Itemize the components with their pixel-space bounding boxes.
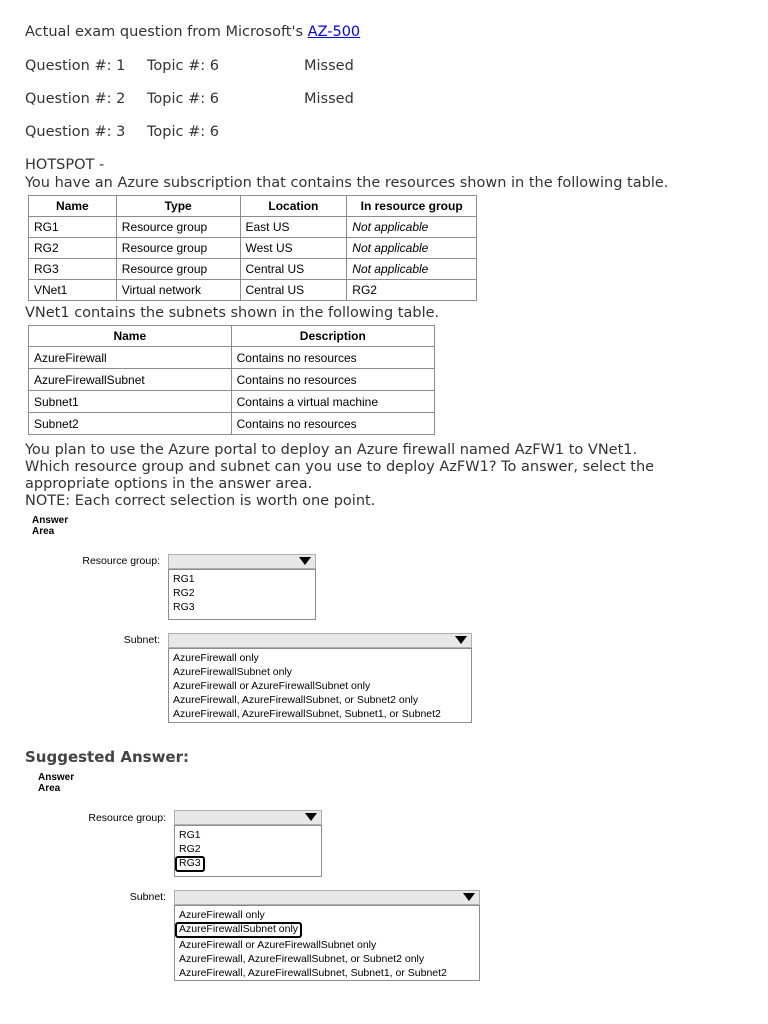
option-item[interactable]: AzureFirewall only bbox=[179, 909, 265, 921]
question-row[interactable] bbox=[25, 58, 425, 78]
table-cell: Resource group bbox=[116, 217, 240, 238]
answer-area-title: Answer Area bbox=[38, 772, 75, 794]
resource-group-dropdown[interactable] bbox=[174, 810, 322, 825]
suggested-answer-heading: Suggested Answer: bbox=[25, 748, 190, 766]
resource-group-options bbox=[174, 825, 322, 877]
chevron-down-icon bbox=[299, 557, 311, 565]
subnet-dropdown[interactable] bbox=[174, 890, 480, 905]
option-item[interactable]: RG1 bbox=[179, 829, 201, 841]
topic-number: Topic #: 6 bbox=[147, 58, 219, 74]
table-cell: RG1 bbox=[29, 217, 117, 238]
table-cell: VNet1 bbox=[29, 280, 117, 301]
option-item[interactable]: AzureFirewall, AzureFirewallSubnet, Subnet1, or Subnet2 bbox=[173, 708, 441, 720]
option-item[interactable]: AzureFirewall, AzureFirewallSubnet, or Subnet2 only bbox=[173, 694, 419, 706]
table-cell: Contains no resources bbox=[231, 347, 434, 369]
plan-line-2: Which resource group and subnet can you use to deploy AzFW1? To answer, select the bbox=[25, 459, 655, 475]
option-item[interactable]: AzureFirewall or AzureFirewallSubnet only bbox=[173, 680, 371, 692]
exam-intro bbox=[25, 24, 360, 40]
question-status: Missed bbox=[304, 91, 354, 107]
option-item[interactable]: AzureFirewallSubnet only bbox=[173, 666, 293, 678]
column-header: Name bbox=[29, 326, 232, 347]
table-cell: Resource group bbox=[116, 259, 240, 280]
table-header-row bbox=[29, 196, 477, 217]
table-row bbox=[29, 413, 435, 435]
table-cell: RG2 bbox=[347, 280, 477, 301]
column-header: Location bbox=[240, 196, 347, 217]
table-cell: Virtual network bbox=[116, 280, 240, 301]
subnet-options bbox=[174, 905, 480, 981]
table-cell: RG2 bbox=[29, 238, 117, 259]
question-number: Question #: 1 bbox=[25, 58, 126, 74]
option-item[interactable]: AzureFirewall or AzureFirewallSubnet only bbox=[179, 939, 377, 951]
resource-group-label: Resource group: bbox=[82, 555, 160, 567]
table-cell: AzureFirewall bbox=[29, 347, 232, 369]
selected-option[interactable]: RG3 bbox=[175, 856, 205, 872]
option-item[interactable]: RG1 bbox=[173, 573, 195, 585]
selected-option[interactable]: AzureFirewallSubnet only bbox=[175, 922, 302, 938]
column-header: Type bbox=[116, 196, 240, 217]
table-cell: Resource group bbox=[116, 238, 240, 259]
note-text: NOTE: Each correct selection is worth one point. bbox=[25, 493, 376, 509]
chevron-down-icon bbox=[305, 813, 317, 821]
option-item[interactable]: AzureFirewall, AzureFirewallSubnet, or Subnet2 only bbox=[179, 953, 425, 965]
table-cell: East US bbox=[240, 217, 347, 238]
topic-number: Topic #: 6 bbox=[147, 124, 219, 140]
resources-table bbox=[28, 195, 477, 301]
table-cell: Not applicable bbox=[347, 238, 477, 259]
topic-number: Topic #: 6 bbox=[147, 91, 219, 107]
table-cell: Central US bbox=[240, 280, 347, 301]
table-cell: Contains no resources bbox=[231, 413, 434, 435]
table-cell: West US bbox=[240, 238, 347, 259]
table-row bbox=[29, 369, 435, 391]
table-row bbox=[29, 280, 477, 301]
option-item[interactable]: RG2 bbox=[173, 587, 195, 599]
table-row bbox=[29, 391, 435, 413]
subnets-table bbox=[28, 325, 435, 435]
column-header: Description bbox=[231, 326, 434, 347]
question-status: Missed bbox=[304, 58, 354, 74]
subnet-label: Subnet: bbox=[123, 634, 160, 646]
column-header: In resource group bbox=[347, 196, 477, 217]
exam-link[interactable]: AZ-500 bbox=[307, 24, 361, 40]
question-row[interactable] bbox=[25, 91, 425, 111]
question-row[interactable] bbox=[25, 124, 425, 144]
table-row bbox=[29, 217, 477, 238]
table-row bbox=[29, 259, 477, 280]
subnet-options bbox=[168, 648, 472, 723]
table-cell: Contains a virtual machine bbox=[231, 391, 434, 413]
subnet-label: Subnet: bbox=[129, 891, 166, 903]
table-cell: Contains no resources bbox=[231, 369, 434, 391]
table-cell: Not applicable bbox=[347, 217, 477, 238]
subnet-dropdown[interactable] bbox=[168, 633, 472, 648]
option-item[interactable]: RG2 bbox=[179, 843, 201, 855]
plan-line-1: You plan to use the Azure portal to deploy an Azure firewall named AzFW1 to VNet1. bbox=[25, 442, 638, 458]
resource-group-dropdown[interactable] bbox=[168, 554, 316, 569]
table-cell: Not applicable bbox=[347, 259, 477, 280]
intro-text: Actual exam question from Microsoft's bbox=[25, 24, 304, 40]
table-cell: AzureFirewallSubnet bbox=[29, 369, 232, 391]
chevron-down-icon bbox=[463, 893, 475, 901]
option-item[interactable]: RG3 bbox=[173, 601, 195, 613]
table-cell: Subnet2 bbox=[29, 413, 232, 435]
question-number: Question #: 3 bbox=[25, 124, 126, 140]
hotspot-label: HOTSPOT - bbox=[25, 157, 105, 173]
table-header-row bbox=[29, 326, 435, 347]
answer-area-title: Answer Area bbox=[32, 515, 69, 537]
chevron-down-icon bbox=[455, 636, 467, 644]
table-row bbox=[29, 238, 477, 259]
resource-group-options bbox=[168, 569, 316, 620]
table-cell: RG3 bbox=[29, 259, 117, 280]
option-item[interactable]: AzureFirewall, AzureFirewallSubnet, Subnet1, or Subnet2 bbox=[179, 967, 447, 979]
table-cell: Subnet1 bbox=[29, 391, 232, 413]
column-header: Name bbox=[29, 196, 117, 217]
table-row bbox=[29, 347, 435, 369]
table-cell: Central US bbox=[240, 259, 347, 280]
plan-line-3: appropriate options in the answer area. bbox=[25, 476, 313, 492]
vnet-intro: VNet1 contains the subnets shown in the following table. bbox=[25, 305, 440, 321]
resource-group-label: Resource group: bbox=[88, 812, 166, 824]
question-number: Question #: 2 bbox=[25, 91, 126, 107]
option-item[interactable]: AzureFirewall only bbox=[173, 652, 259, 664]
question-intro: You have an Azure subscription that contains the resources shown in the following table. bbox=[25, 175, 669, 191]
